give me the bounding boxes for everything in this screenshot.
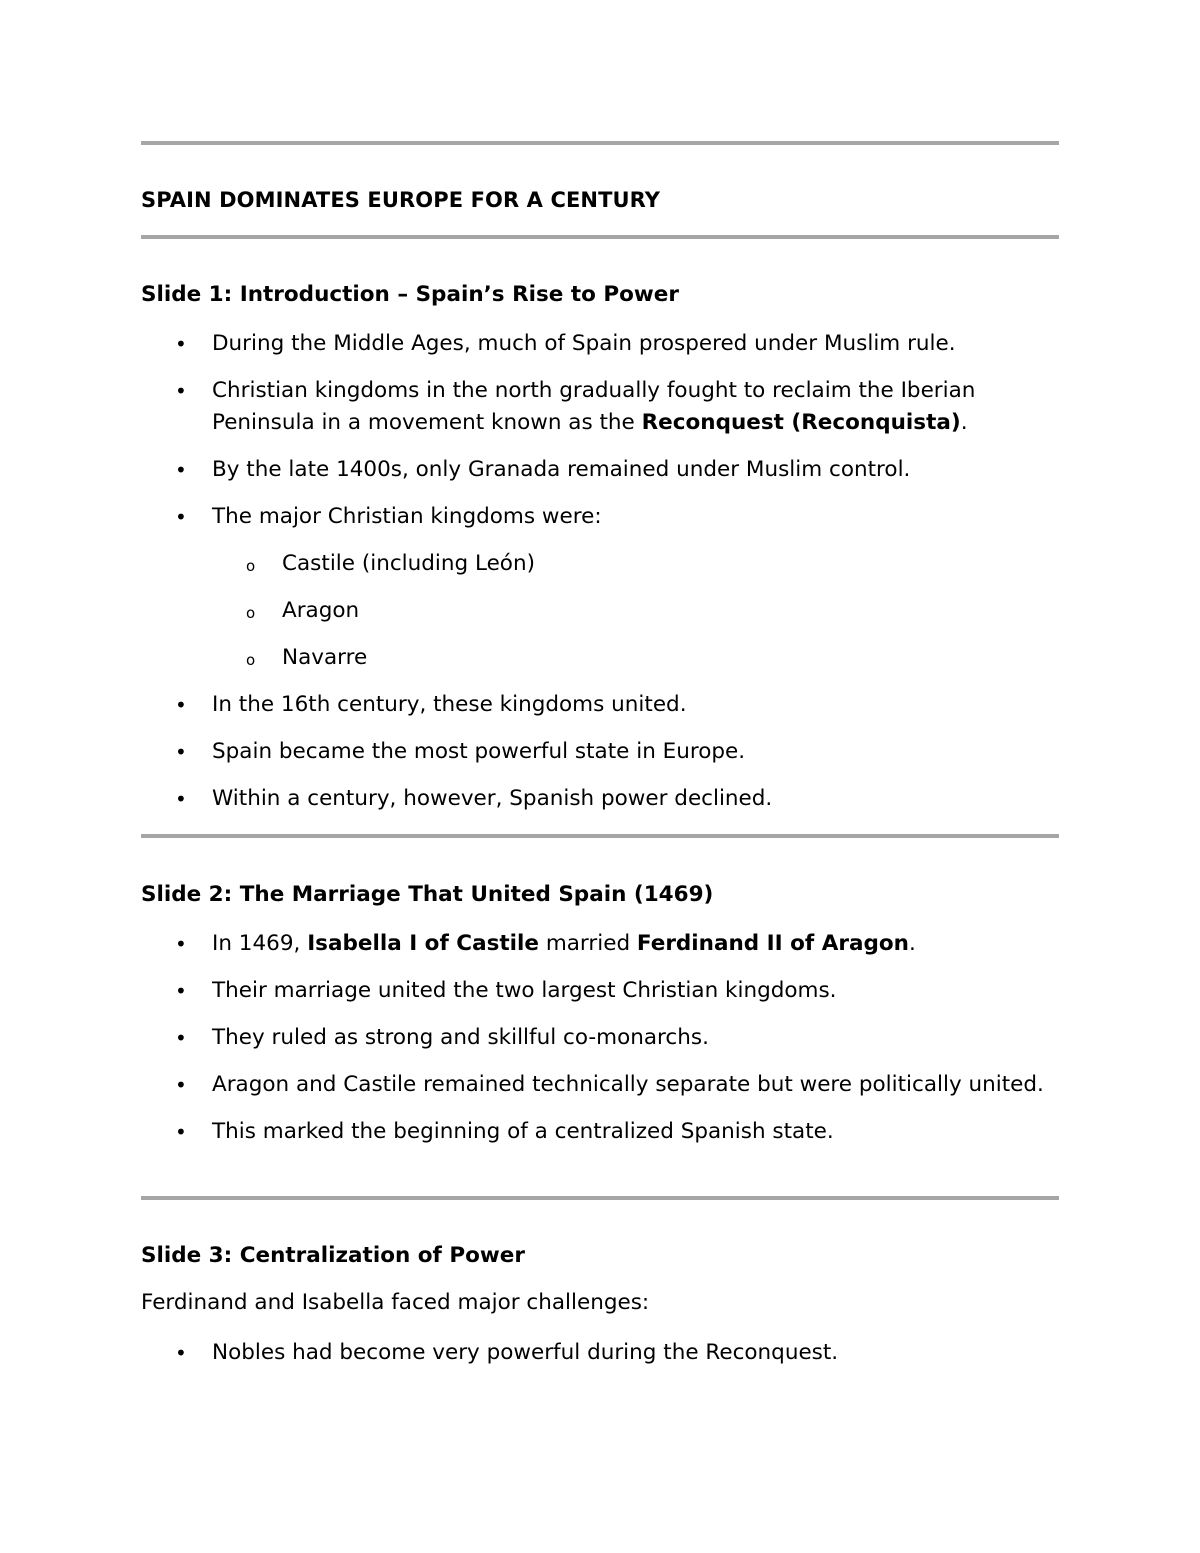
list-item <box>0 928 1072 960</box>
bullet-icon: • <box>175 1120 187 1144</box>
bullet-icon: • <box>175 458 187 482</box>
bullet-text-end: . <box>909 931 916 956</box>
list-item <box>0 783 1072 815</box>
bullet-text: The major Christian kingdoms were: <box>212 504 602 529</box>
bullet-icon: • <box>175 1073 187 1097</box>
horizontal-rule <box>141 235 1059 239</box>
bullet-icon: • <box>175 787 187 811</box>
bullet-text: Their marriage united the two largest Christian kingdoms. <box>212 978 837 1003</box>
bullet-text: By the late 1400s, only Granada remained under Muslim control. <box>212 457 911 482</box>
list-item <box>0 454 1072 486</box>
document-title: SPAIN DOMINATES EUROPE FOR A CENTURY <box>141 188 661 212</box>
bullet-text: They ruled as strong and skillful co-monarchs. <box>212 1025 709 1050</box>
bullet-icon: • <box>175 693 187 717</box>
bullet-icon: • <box>175 505 187 529</box>
list-item <box>0 736 1072 768</box>
sub-list-item <box>0 548 1142 580</box>
bullet-text: Spain became the most powerful state in Europe. <box>212 739 746 764</box>
slide-3-heading: Slide 3: Centralization of Power <box>141 1243 525 1268</box>
list-item <box>0 1022 1072 1054</box>
list-item <box>0 975 1072 1007</box>
horizontal-rule <box>141 141 1059 145</box>
bold-term: Reconquest (Reconquista) <box>641 410 961 435</box>
list-item <box>0 1069 1072 1101</box>
bullet-icon: • <box>175 932 187 956</box>
sub-bullet-text: Aragon <box>282 598 360 623</box>
slide-2-bullet-list <box>0 928 1072 1163</box>
bullet-text: This marked the beginning of a centralized Spanish state. <box>212 1119 834 1144</box>
bullet-text: During the Middle Ages, much of Spain prospered under Muslim rule. <box>212 331 956 356</box>
list-item <box>0 1116 1072 1148</box>
bullet-icon: • <box>175 1341 187 1365</box>
slide-1-bullet-list <box>0 328 1142 830</box>
bullet-text: Within a century, however, Spanish power declined. <box>212 786 773 811</box>
bullet-text: married <box>538 931 637 956</box>
list-item <box>0 1337 1072 1369</box>
bullet-text: Aragon and Castile remained technically separate but were politically united. <box>212 1072 1044 1097</box>
bullet-text: In 1469, <box>212 931 308 956</box>
sub-bullet-icon: o <box>246 604 256 622</box>
horizontal-rule <box>141 834 1059 838</box>
list-item <box>0 328 1072 360</box>
sub-bullet-icon: o <box>246 557 256 575</box>
bullet-icon: • <box>175 979 187 1003</box>
bullet-icon: • <box>175 332 187 356</box>
list-item <box>0 501 1072 533</box>
bullet-icon: • <box>175 379 187 403</box>
bullet-text: Nobles had become very powerful during the Reconquest. <box>212 1340 839 1365</box>
list-item <box>0 375 1072 439</box>
bullet-text: Christian kingdoms in the north gradually fought to reclaim the Iberian Peninsula in a movement known as the <box>212 378 976 435</box>
sub-bullet-text: Navarre <box>282 645 368 670</box>
slide-1-heading: Slide 1: Introduction – Spain’s Rise to Power <box>141 282 679 307</box>
sub-list-item <box>0 642 1142 674</box>
bold-term: Ferdinand II of Aragon <box>636 931 909 956</box>
sub-list-item <box>0 595 1142 627</box>
slide-3-intro: Ferdinand and Isabella faced major challenges: <box>141 1290 650 1315</box>
list-item <box>0 689 1072 721</box>
bullet-icon: • <box>175 1026 187 1050</box>
sub-bullet-icon: o <box>246 651 256 669</box>
horizontal-rule <box>141 1196 1059 1200</box>
bullet-text: In the 16th century, these kingdoms united. <box>212 692 687 717</box>
slide-3-bullet-list <box>0 1337 1072 1384</box>
slide-2-heading: Slide 2: The Marriage That United Spain (1469) <box>141 882 714 907</box>
sub-bullet-text: Castile (including León) <box>282 551 535 576</box>
bullet-icon: • <box>175 740 187 764</box>
bullet-text-end: . <box>960 410 968 435</box>
bold-term: Isabella I of Castile <box>307 931 539 956</box>
